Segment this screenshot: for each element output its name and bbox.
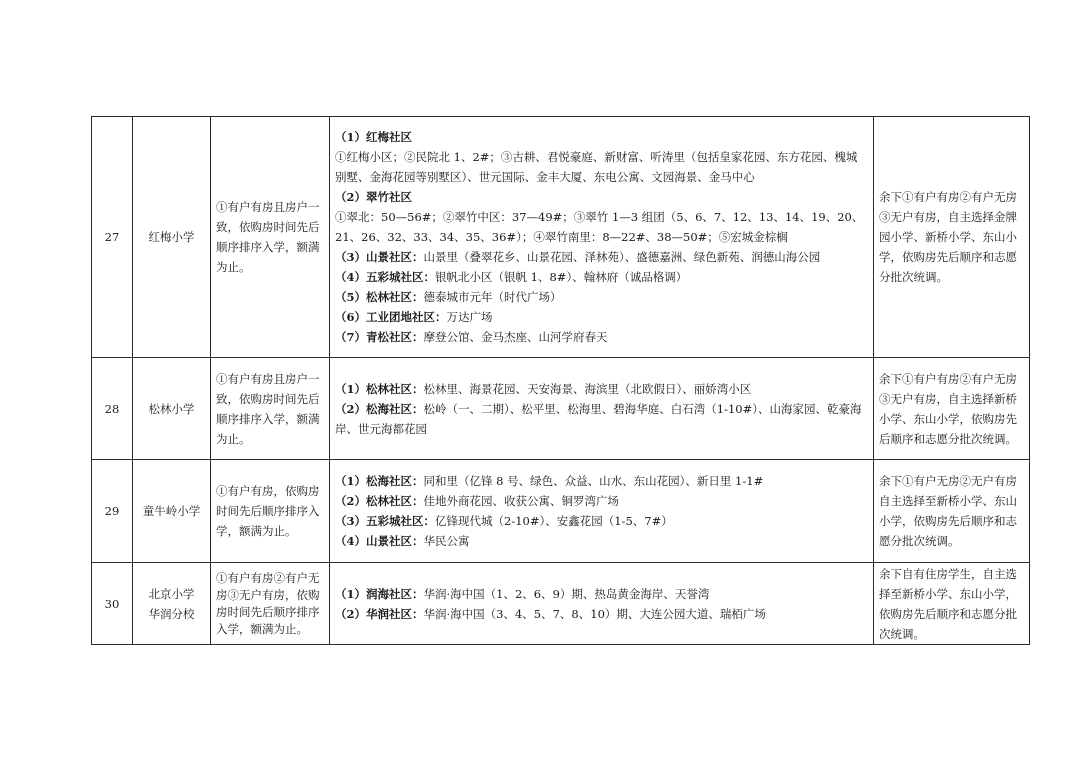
community-label: （2）翠竹社区 (335, 190, 413, 204)
area-line (335, 531, 868, 551)
admission-rule: ①有户有房且房户一致，依购房时间先后顺序排序入学，额满为止。 (211, 117, 330, 358)
area-line (335, 247, 868, 267)
community-label: （4）山景社区： (335, 534, 424, 548)
area-line (335, 327, 868, 347)
admission-rule: ①有户有房②有户无房③无户有房，依购房时间先后顺序排序入学，额满为止。 (211, 563, 330, 645)
community-label: （2）松林社区： (335, 494, 424, 508)
community-label: （6）工业团地社区： (335, 310, 447, 324)
area-line (335, 511, 868, 531)
community-label: （4）五彩城社区： (335, 270, 436, 284)
community-label: （5）松林社区： (335, 290, 424, 304)
remaining-allocation-note: 余下①有户有房②有户无房③无户有房，自主选择新桥小学、东山小学，依购房先后顺序和志愿分批次统调。 (874, 358, 1030, 460)
area-line (335, 471, 868, 491)
community-estates: 山景里（叠翠花乡、山景花园、泽林苑）、盛德嘉洲、绿色新苑、润德山海公园 (423, 250, 821, 264)
community-estates: 同和里（亿锋 8 号、绿色、众益、山水、东山花园）、新日里 1-1# (423, 474, 764, 488)
community-estates: ①红梅小区；②民院北 1、2#；③古耕、君悦豪庭、新财富、听涛里（包括皇家花园、东方花园、槐城别墅、金海花园等别墅区）、世元国际、金丰大厦、东电公寓、文园海景、金马中心 (335, 150, 858, 184)
community-estates: 松林里、海景花园、天安海景、海滨里（北欧假日）、丽娇湾小区 (423, 381, 752, 396)
community-label: （2）松海社区： (335, 401, 424, 416)
community-estates: 摩登公馆、金马杰座、山河学府春天 (423, 330, 608, 344)
row-number: 30 (92, 563, 133, 645)
community-estates: 德泰城市元年（时代广场） (423, 290, 562, 304)
remaining-allocation-note: 余下①有户有房②有户无房③无户有房，自主选择金牌园小学、新桥小学、东山小学，依购房先后顺序和志愿分批次统调。 (874, 117, 1030, 358)
admission-rule: ①有户有房且房户一致，依购房时间先后顺序排序入学，额满为止。 (211, 358, 330, 460)
catchment-area (330, 460, 874, 563)
catchment-area (330, 117, 874, 358)
community-label: （1）松海社区： (335, 474, 424, 488)
community-estates: 松岭（一、二期）、松平里、松海里、碧海华庭、白石湾（1-10#）、山海家园、乾豪海岸、世元海都花园 (335, 401, 862, 436)
community-estates: 佳地外商花园、收获公寓、铜罗湾广场 (423, 494, 620, 508)
community-estates: 华民公寓 (423, 534, 470, 548)
row-number: 27 (92, 117, 133, 358)
community-estates: ①翠北：50—56#；②翠竹中区：37—49#；③翠竹 1—3 组团（5、6、7、12、13、14、19、20、21、26、32、33、34、35、36#）；④翠竹南里：8—22#、38—50#；⑤宏城金棕榈 (335, 210, 864, 244)
table-row (92, 563, 1030, 645)
area-line (335, 287, 868, 307)
area-line (335, 127, 868, 147)
enrollment-table (91, 116, 1030, 645)
community-label: （3）五彩城社区： (335, 514, 436, 528)
remaining-allocation-note: 余下自有住房学生，自主选择至新桥小学、东山小学，依购房先后顺序和志愿分批次统调。 (874, 563, 1030, 645)
community-label: （7）青松社区： (335, 330, 424, 344)
table-row (92, 117, 1030, 358)
area-line (335, 147, 868, 187)
school-name (133, 117, 211, 358)
school-name-line: 童牛岭小学 (142, 504, 201, 518)
area-line (335, 491, 868, 511)
school-name-line: 松林小学 (148, 401, 195, 416)
area-line (335, 604, 868, 624)
community-label: （1）红梅社区 (335, 130, 413, 144)
catchment-area (330, 563, 874, 645)
community-label: （1）润海社区： (335, 586, 424, 601)
row-number: 28 (92, 358, 133, 460)
community-label: （2）华润社区： (335, 606, 424, 621)
community-estates: 华润·海中国（1、2、6、9）期、热岛黄金海岸、天誉湾 (423, 586, 710, 601)
area-line (335, 207, 868, 247)
remaining-allocation-note: 余下①有户无房②无户有房自主选择至新桥小学、东山小学，依购房先后顺序和志愿分批次统调。 (874, 460, 1030, 563)
area-line (335, 379, 868, 399)
school-name (133, 358, 211, 460)
community-estates: 华润·海中国（3、4、5、7、8、10）期、大连公园大道、瑞栢广场 (423, 606, 766, 621)
community-label: （3）山景社区： (335, 250, 424, 264)
row-number: 29 (92, 460, 133, 563)
admission-rule: ①有户有房，依购房时间先后顺序排序入学，额满为止。 (211, 460, 330, 563)
community-estates: 银帆北小区（银帆 1、8#）、翰林府（诚品格调） (435, 270, 688, 284)
catchment-area (330, 358, 874, 460)
school-name-line: 华润分校 (148, 606, 195, 621)
school-name-line: 北京小学 (148, 586, 195, 601)
area-line (335, 584, 868, 604)
school-name (133, 460, 211, 563)
table-row (92, 358, 1030, 460)
community-label: （1）松林社区： (335, 381, 424, 396)
school-name-line: 红梅小学 (148, 230, 195, 244)
community-estates: 万达广场 (446, 310, 493, 324)
table-row (92, 460, 1030, 563)
school-name (133, 563, 211, 645)
area-line (335, 399, 868, 439)
area-line (335, 187, 868, 207)
community-estates: 亿锋现代城（2-10#）、安鑫花园（1-5、7#） (435, 514, 673, 528)
area-line (335, 267, 868, 287)
area-line (335, 307, 868, 327)
